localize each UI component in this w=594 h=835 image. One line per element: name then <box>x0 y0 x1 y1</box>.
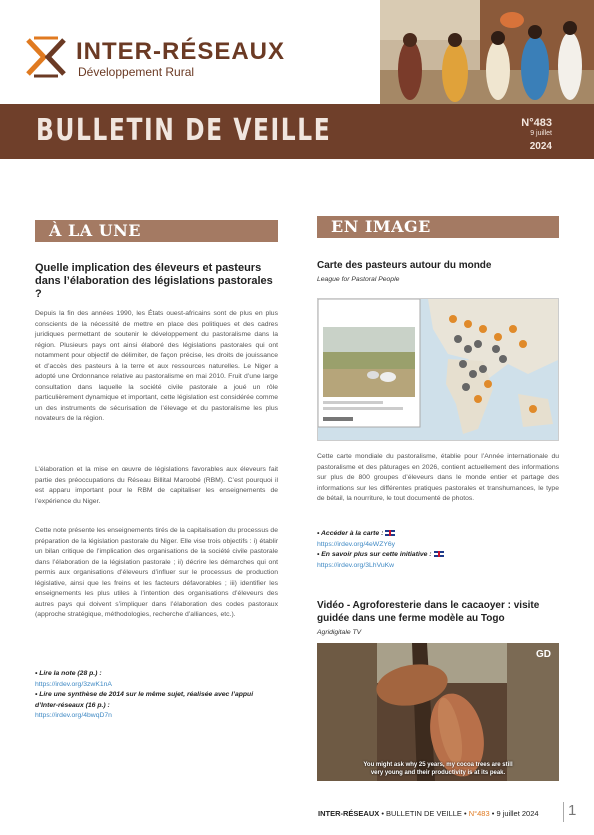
note-links <box>35 669 278 722</box>
link1-url[interactable]: https://irdev.org/3zwK1nA <box>35 680 112 688</box>
item2-title: Vidéo - Agroforesterie dans le cacaoyer : visite guidée dans une ferme modèle au Togo <box>317 600 540 624</box>
link1-label: • Lire la note (28 p.) : <box>35 670 102 677</box>
footer-text <box>318 809 539 818</box>
uk-flag-icon <box>385 530 395 536</box>
paragraph-3: Cette note présente les enseignements tirés de la capitalisation du processus de préparation de la législation pastorale du Niger. Elle vise trois objectifs : i) établir un bilan critique de l’implication des organisations de la société civile pastorale dans l’élaboration de la législation pastorale ; ii) décrire les démarches qui ont permis aux organisations d’éleveurs d’influer sur le processus de production législative, ainsi que les freins et les facteurs défavorables ; iii) identifier les enseignements les plus utiles à l’intention des organisations d’éleveurs des autres pays qui doivent s’impliquer dans l’élaboration des codes pastoraux (approche stratégique, méthodologies, recherche d’alliances, etc.). <box>35 527 278 618</box>
item1-link2-label: • En savoir plus sur cette initiative : <box>317 551 432 558</box>
item1-body: Cette carte mondiale du pastoralisme, établie pour l’Année internationale du pastoralisme et des pâturages en 2026, contient actuellement des informations sur plus de 800 groupes d’éleveurs dans le monde entier et partage des informations sur les différentes pratiques pastorales et transhumances, le type de bétail, la nourriture, le tout documenté de photos. <box>317 453 559 502</box>
bulletin-title: BULLETIN DE VEILLE <box>36 113 332 148</box>
item2-source: Agridigitale TV <box>317 629 362 636</box>
issue-info <box>521 117 552 152</box>
issue-year: 2024 <box>529 141 552 152</box>
issue-number: N°483 <box>521 117 552 129</box>
video-subtitle-line-2: very young and their productivity is at its peak. <box>370 770 506 776</box>
paragraph-2: L’élaboration et la mise en œuvre de législations favorables aux éleveurs fait partie des préoccupations du Réseau Billital Maroobé (RBM). C’est pourquoi il est apparu important pour le RBM de capitaliser les enseignements de l’expérience du Niger. <box>35 466 278 505</box>
footer-sep: • BULLETIN DE VEILLE • <box>379 809 469 818</box>
brand-subtitle: Développement Rural <box>78 65 195 79</box>
video-channel-logo: GD <box>536 649 551 660</box>
link2-url[interactable]: https://irdev.org/4bwqD7n <box>35 712 112 719</box>
section-en-image: EN IMAGE <box>317 216 559 238</box>
uk-flag-icon <box>434 551 444 557</box>
item1-source: League for Pastoral People <box>317 276 400 283</box>
section-a-la-une: À LA UNE <box>35 220 278 242</box>
video-subtitle-line-1: You might ask why 25 years, my cocoa trees are still <box>363 762 513 768</box>
footer-date: • 9 juillet 2024 <box>489 809 539 818</box>
footer-org: INTER-RÉSEAUX <box>318 809 380 818</box>
item1-link1-url[interactable]: https://irdev.org/4eWZY6y <box>317 540 396 548</box>
paragraph-1: Depuis la fin des années 1990, les États ouest-africains sont de plus en plus conscients de la nécessité de mettre en place des politiques et des cadres juridiques permettant de soutenir le développement du pastoralisme dans la région. Plusieurs pays ont ainsi élaboré des législations pastorales qui ont notamment pour objectif de délimiter, de façon précise, les droits de jouissance et d’accès des pasteurs à la terre et aux ressources naturelles. Le Niger a adopté une Ordonnance relative au pastoralisme en mai 2010. Fruit d’une large consultation dans laquelle la société civile pastorale a joué un rôle particulièrement dynamique et important, cette législation est considérée comme un des instruments de sécurisation de l’élevage et du pastoralisme les plus novateurs de la région. <box>35 310 278 422</box>
item1-link2-url[interactable]: https://irdev.org/3LhVuKw <box>317 561 395 569</box>
video-thumbnail[interactable] <box>317 643 559 781</box>
link2-label: • Lire une synthèse de 2014 sur le même sujet, réalisée avec l’appui d’Inter-réseaux (16 p.) : <box>35 691 254 709</box>
video-subtitle <box>317 761 559 777</box>
issue-date: 9 juillet <box>530 130 552 137</box>
brand-name: INTER-RÉSEAUX <box>76 38 286 65</box>
item1-title: Carte des pasteurs autour du monde <box>317 260 492 271</box>
pastoral-map-image[interactable] <box>317 298 559 441</box>
footer-divider <box>563 802 564 822</box>
header-photo <box>380 0 594 104</box>
headline-left: Quelle implication des éleveurs et pasteurs dans l’élaboration des législations pastorales ? <box>35 262 273 300</box>
footer-number: N°483 <box>468 809 490 818</box>
item1-links <box>317 529 559 571</box>
page-number: 1 <box>568 802 577 819</box>
item1-link1-label: • Accéder à la carte : <box>317 530 384 537</box>
inter-reseaux-logo-icon <box>24 36 68 78</box>
